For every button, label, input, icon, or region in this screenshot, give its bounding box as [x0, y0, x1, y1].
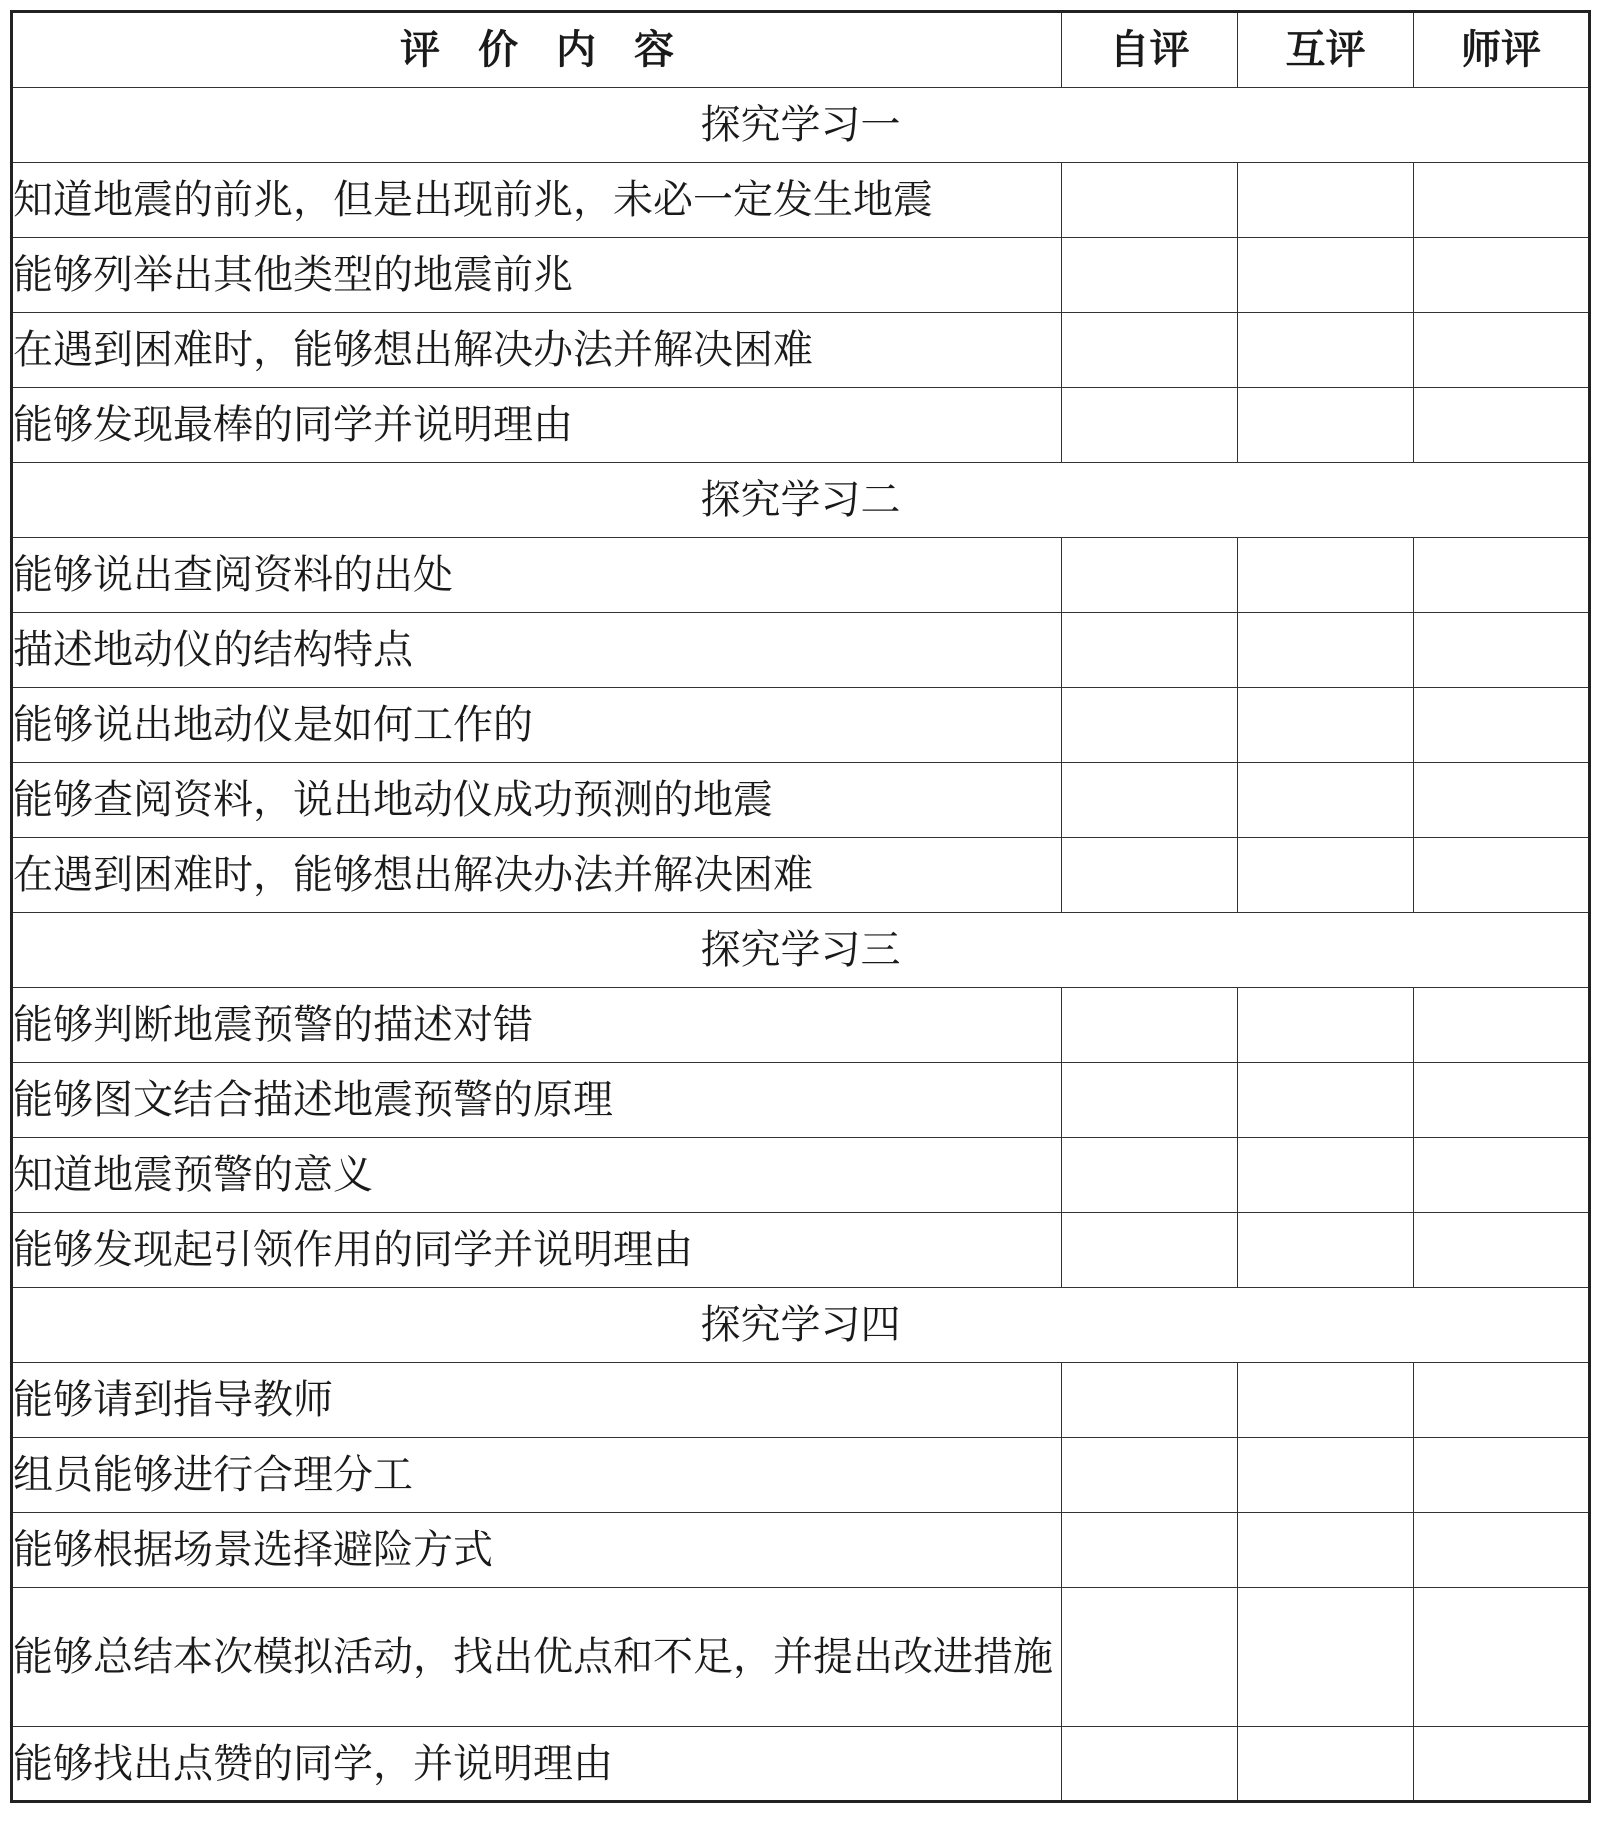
section-row	[12, 1288, 1590, 1363]
header-row	[12, 12, 1590, 88]
criterion-text: 知道地震的前兆，但是出现前兆，未必一定发生地震	[12, 163, 1062, 238]
header-self: 自评	[1062, 12, 1238, 88]
teacher-score-cell[interactable]	[1414, 1213, 1590, 1288]
teacher-score-cell[interactable]	[1414, 988, 1590, 1063]
criterion-text: 能够找出点赞的同学，并说明理由	[12, 1727, 1062, 1802]
criterion-text: 能够说出地动仪是如何工作的	[12, 688, 1062, 763]
teacher-score-cell[interactable]	[1414, 238, 1590, 313]
peer-score-cell[interactable]	[1238, 838, 1414, 913]
section-title: 探究学习四	[12, 1288, 1590, 1363]
teacher-score-cell[interactable]	[1414, 1588, 1590, 1727]
teacher-score-cell[interactable]	[1414, 1513, 1590, 1588]
criterion-text: 描述地动仪的结构特点	[12, 613, 1062, 688]
teacher-score-cell[interactable]	[1414, 763, 1590, 838]
table-row	[12, 1513, 1590, 1588]
teacher-score-cell[interactable]	[1414, 163, 1590, 238]
table-row	[12, 613, 1590, 688]
teacher-score-cell[interactable]	[1414, 688, 1590, 763]
table-row	[12, 1727, 1590, 1802]
peer-score-cell[interactable]	[1238, 388, 1414, 463]
teacher-score-cell[interactable]	[1414, 313, 1590, 388]
header-teacher: 师评	[1414, 12, 1590, 88]
self-score-cell[interactable]	[1062, 613, 1238, 688]
table-row	[12, 1063, 1590, 1138]
criterion-text: 能够请到指导教师	[12, 1363, 1062, 1438]
self-score-cell[interactable]	[1062, 688, 1238, 763]
self-score-cell[interactable]	[1062, 1588, 1238, 1727]
criterion-text: 能够查阅资料，说出地动仪成功预测的地震	[12, 763, 1062, 838]
peer-score-cell[interactable]	[1238, 238, 1414, 313]
self-score-cell[interactable]	[1062, 1438, 1238, 1513]
header-content: 评价内容	[12, 12, 1062, 88]
table-row	[12, 763, 1590, 838]
table-row	[12, 1138, 1590, 1213]
teacher-score-cell[interactable]	[1414, 1363, 1590, 1438]
self-score-cell[interactable]	[1062, 1063, 1238, 1138]
teacher-score-cell[interactable]	[1414, 388, 1590, 463]
criterion-text: 能够说出查阅资料的出处	[12, 538, 1062, 613]
table-row	[12, 988, 1590, 1063]
teacher-score-cell[interactable]	[1414, 1138, 1590, 1213]
peer-score-cell[interactable]	[1238, 1727, 1414, 1802]
criterion-text: 在遇到困难时，能够想出解决办法并解决困难	[12, 313, 1062, 388]
table-row	[12, 688, 1590, 763]
peer-score-cell[interactable]	[1238, 1513, 1414, 1588]
peer-score-cell[interactable]	[1238, 1363, 1414, 1438]
table-row	[12, 1363, 1590, 1438]
criterion-text: 能够根据场景选择避险方式	[12, 1513, 1062, 1588]
teacher-score-cell[interactable]	[1414, 1727, 1590, 1802]
criterion-text: 能够列举出其他类型的地震前兆	[12, 238, 1062, 313]
table-row	[12, 163, 1590, 238]
table-row	[12, 1213, 1590, 1288]
teacher-score-cell[interactable]	[1414, 538, 1590, 613]
self-score-cell[interactable]	[1062, 763, 1238, 838]
self-score-cell[interactable]	[1062, 538, 1238, 613]
table-row	[12, 1588, 1590, 1727]
self-score-cell[interactable]	[1062, 1363, 1238, 1438]
peer-score-cell[interactable]	[1238, 1213, 1414, 1288]
section-title: 探究学习一	[12, 88, 1590, 163]
self-score-cell[interactable]	[1062, 1138, 1238, 1213]
peer-score-cell[interactable]	[1238, 1063, 1414, 1138]
evaluation-table	[10, 10, 1591, 1803]
criterion-text: 能够总结本次模拟活动，找出优点和不足，并提出改进措施	[12, 1588, 1062, 1727]
peer-score-cell[interactable]	[1238, 163, 1414, 238]
self-score-cell[interactable]	[1062, 238, 1238, 313]
teacher-score-cell[interactable]	[1414, 1438, 1590, 1513]
self-score-cell[interactable]	[1062, 988, 1238, 1063]
section-row	[12, 88, 1590, 163]
table-row	[12, 838, 1590, 913]
criterion-text: 知道地震预警的意义	[12, 1138, 1062, 1213]
self-score-cell[interactable]	[1062, 1213, 1238, 1288]
table-row	[12, 538, 1590, 613]
peer-score-cell[interactable]	[1238, 313, 1414, 388]
self-score-cell[interactable]	[1062, 1513, 1238, 1588]
criterion-text: 能够判断地震预警的描述对错	[12, 988, 1062, 1063]
peer-score-cell[interactable]	[1238, 1588, 1414, 1727]
criterion-text: 在遇到困难时，能够想出解决办法并解决困难	[12, 838, 1062, 913]
teacher-score-cell[interactable]	[1414, 838, 1590, 913]
self-score-cell[interactable]	[1062, 388, 1238, 463]
peer-score-cell[interactable]	[1238, 988, 1414, 1063]
peer-score-cell[interactable]	[1238, 763, 1414, 838]
self-score-cell[interactable]	[1062, 1727, 1238, 1802]
table-row	[12, 238, 1590, 313]
peer-score-cell[interactable]	[1238, 1138, 1414, 1213]
self-score-cell[interactable]	[1062, 838, 1238, 913]
peer-score-cell[interactable]	[1238, 538, 1414, 613]
table-row	[12, 1438, 1590, 1513]
criterion-text: 能够图文结合描述地震预警的原理	[12, 1063, 1062, 1138]
teacher-score-cell[interactable]	[1414, 1063, 1590, 1138]
section-row	[12, 913, 1590, 988]
self-score-cell[interactable]	[1062, 313, 1238, 388]
criterion-text: 组员能够进行合理分工	[12, 1438, 1062, 1513]
section-title: 探究学习三	[12, 913, 1590, 988]
header-peer: 互评	[1238, 12, 1414, 88]
section-row	[12, 463, 1590, 538]
self-score-cell[interactable]	[1062, 163, 1238, 238]
peer-score-cell[interactable]	[1238, 613, 1414, 688]
criterion-text: 能够发现最棒的同学并说明理由	[12, 388, 1062, 463]
peer-score-cell[interactable]	[1238, 688, 1414, 763]
table-row	[12, 388, 1590, 463]
peer-score-cell[interactable]	[1238, 1438, 1414, 1513]
criterion-text: 能够发现起引领作用的同学并说明理由	[12, 1213, 1062, 1288]
teacher-score-cell[interactable]	[1414, 613, 1590, 688]
section-title: 探究学习二	[12, 463, 1590, 538]
table-row	[12, 313, 1590, 388]
